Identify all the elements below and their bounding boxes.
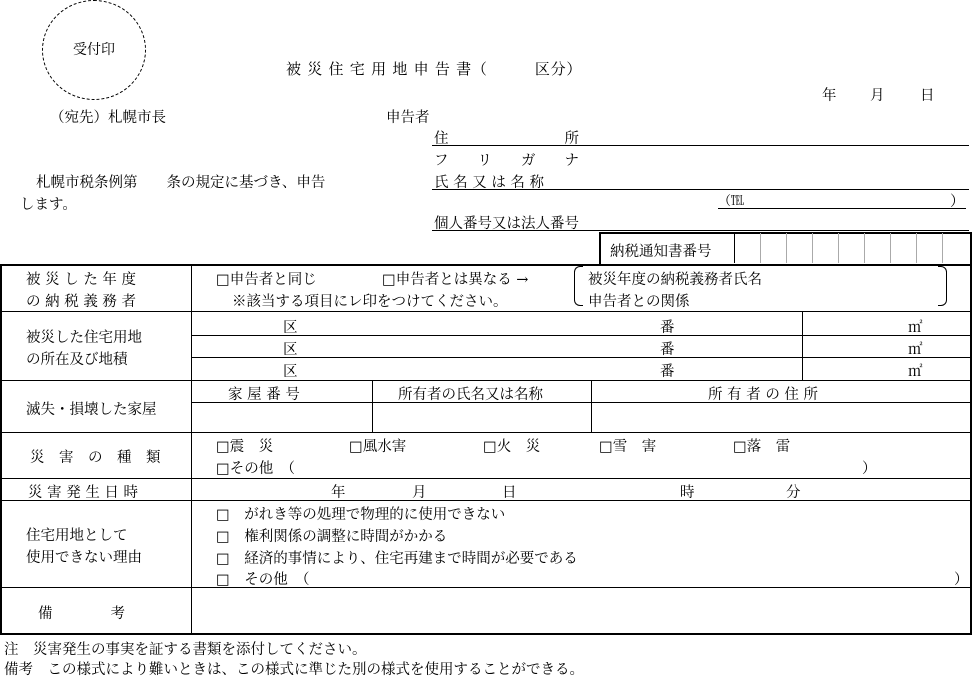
- house-number-header: 家 屋 番 号: [228, 387, 300, 403]
- land-lot-2: 番: [660, 342, 675, 358]
- owner-name-header: 所有者の氏名又は名称: [398, 387, 543, 403]
- disaster-type-label: 災 害 の 種 類: [30, 450, 161, 466]
- datetime-day: 日: [502, 485, 517, 501]
- id-number-label: 個人番号又は法人番号: [434, 216, 579, 232]
- datetime-month: 月: [412, 485, 427, 501]
- land-sqm-2: ㎡: [908, 342, 923, 358]
- ordinance-text-line2: します。: [20, 197, 77, 213]
- datetime-year: 年: [331, 485, 346, 501]
- same-as-applicant-checkbox[interactable]: □申告者と同じ: [216, 272, 317, 288]
- taxpayer-label-1: 被 災 し た 年 度: [26, 272, 137, 288]
- different-from-applicant-checkbox[interactable]: □申告者とは異なる →: [382, 272, 529, 288]
- datetime-minute: 分: [786, 485, 801, 501]
- date-day: 日: [920, 88, 935, 104]
- id-number-line: [432, 230, 969, 231]
- applicant-label: 申告者: [386, 110, 430, 126]
- stamp-label: 受付印: [73, 42, 115, 58]
- tel-close: ）: [950, 194, 965, 210]
- notice-number-label: 納税通知書番号: [610, 244, 712, 260]
- name-line: [432, 189, 969, 190]
- reason-label-2: 使用できない理由: [26, 550, 142, 566]
- disaster-type-earthquake[interactable]: □震 災: [216, 439, 274, 455]
- addressee: （宛先）札幌市長: [50, 110, 166, 126]
- furigana-label: フ リ ガ ナ: [434, 153, 579, 169]
- notice-number-cells[interactable]: [734, 233, 970, 263]
- check-note: ※該当する項目にレ印をつけてください。: [232, 294, 508, 310]
- disaster-type-snow[interactable]: □雪 害: [599, 439, 657, 455]
- ordinance-text-line1: 札幌市税条例第 条の規定に基づき、申告: [36, 175, 326, 191]
- land-label-2: の所在及び地積: [26, 352, 128, 368]
- reason-economic[interactable]: □ 経済的事情により、住宅再建まで時間が必要である: [216, 551, 578, 567]
- disaster-other-close: ）: [862, 461, 877, 477]
- date-year: 年: [822, 88, 837, 104]
- tel-line: [718, 208, 966, 209]
- reason-rights[interactable]: □ 権利関係の調整に時間がかかる: [216, 529, 448, 545]
- land-label-1: 被災した住宅用地: [26, 330, 142, 346]
- disaster-type-flood[interactable]: □風水害: [349, 439, 407, 455]
- disaster-type-fire[interactable]: □火 災: [483, 439, 541, 455]
- relation-label: 申告者との関係: [588, 294, 690, 310]
- name-label: 氏 名 又 は 名 称: [434, 175, 545, 191]
- taxpayer-label-2: の 納 税 義 務 者: [26, 294, 137, 310]
- footnote-alt-format: 備考 この様式により難いときは、この様式に準じた別の様式を使用することができる。: [4, 662, 584, 678]
- reception-stamp-circle: [42, 0, 146, 100]
- land-ward-2: 区: [283, 342, 298, 358]
- land-lot-1: 番: [660, 320, 675, 336]
- land-lot-3: 番: [660, 364, 675, 380]
- address-label: 住 所: [434, 131, 579, 147]
- reason-label-1: 住宅用地として: [26, 528, 128, 544]
- bracket-close: [938, 266, 947, 306]
- land-ward-1: 区: [283, 320, 298, 336]
- land-sqm-3: ㎡: [908, 364, 923, 380]
- footnote-attachment: 注 災害発生の事実を証する書類を添付してください。: [4, 642, 367, 658]
- datetime-hour: 時: [680, 485, 695, 501]
- owner-address-header: 所 有 者 の 住 所: [708, 387, 819, 403]
- tel-open: （℡: [718, 194, 745, 209]
- land-sqm-1: ㎡: [908, 320, 923, 336]
- disaster-type-other[interactable]: □その他 （: [216, 461, 295, 477]
- land-ward-3: 区: [283, 364, 298, 380]
- bracket-open: [574, 266, 583, 306]
- address-line: [432, 145, 969, 146]
- disaster-type-lightning[interactable]: □落 雷: [733, 439, 791, 455]
- remarks-label: 備 考: [38, 606, 125, 622]
- house-label: 滅失・損壊した家屋: [26, 402, 157, 418]
- datetime-label: 災 害 発 生 日 時: [28, 485, 139, 501]
- reason-other-close: ）: [954, 572, 969, 588]
- form-title: 被 災 住 宅 用 地 申 告 書（ 区分）: [286, 60, 583, 78]
- date-month: 月: [870, 88, 885, 104]
- reason-other[interactable]: □ その他 （: [216, 572, 310, 588]
- taxpayer-name-label: 被災年度の納税義務者氏名: [588, 272, 762, 288]
- reason-debris[interactable]: □ がれき等の処理で物理的に使用できない: [216, 507, 506, 523]
